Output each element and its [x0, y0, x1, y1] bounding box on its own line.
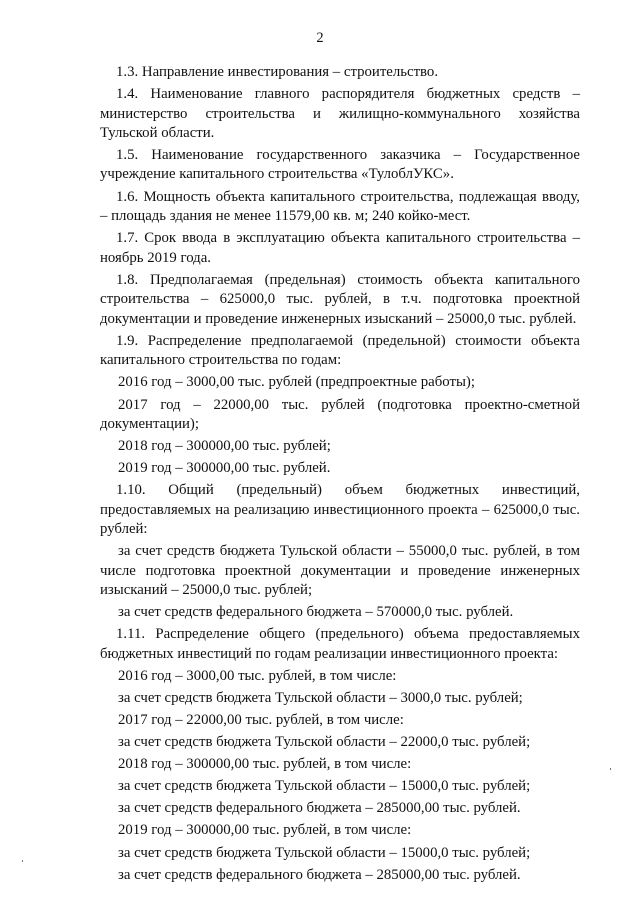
- paragraph-1-9: 1.9. Распределение предполагаемой (предельной) стоимости объекта капитального строительства по годам:: [100, 332, 580, 369]
- paragraph-1-7: 1.7. Срок ввода в эксплуатацию объекта капитального строительства – ноябрь 2019 года.: [100, 230, 580, 266]
- scan-speck: [22, 860, 23, 862]
- investment-2019-federal-line: за счет средств федерального бюджета – 285000,00 тыс. рублей.: [118, 866, 521, 883]
- investment-2016-regional-line: за счет средств бюджета Тульской области – 3000,0 тыс. рублей;: [118, 689, 523, 706]
- federal-budget-line: за счет средств федерального бюджета – 570000,0 тыс. рублей.: [118, 604, 514, 621]
- paragraph-1-3: 1.3. Направление инвестирования – строительство.: [116, 64, 439, 80]
- investment-2019-regional-line: за счет средств бюджета Тульской области – 15000,0 тыс. рублей;: [118, 844, 531, 861]
- investment-2018-line: 2018 год – 300000,00 тыс. рублей, в том числе:: [118, 756, 412, 773]
- cost-2016-line: 2016 год – 3000,00 тыс. рублей (предпроектные работы);: [118, 374, 475, 391]
- investment-2018-federal-line: за счет средств федерального бюджета – 285000,00 тыс. рублей.: [118, 800, 521, 817]
- paragraph-1-4: 1.4. Наименование главного распорядителя бюджетных средств – министерство строительства и жилищно-коммунального хозяйства Тульской области.: [100, 86, 580, 141]
- paragraph-1-6: 1.6. Мощность объекта капитального строительства, подлежащая вводу, – площадь здания не менее 11579,00 кв. м; 240 койко-мест.: [100, 188, 580, 225]
- scan-speck: [610, 768, 611, 770]
- paragraph-1-8: 1.8. Предполагаемая (предельная) стоимость объекта капитального строительства – 625000,0 тыс. рублей, в т.ч. подготовка проектной документации и проведение инженерных изысканий – 25000,0 тыс. рублей.: [100, 271, 580, 327]
- investment-2017-line: 2017 год – 22000,00 тыс. рублей, в том числе:: [118, 711, 404, 728]
- investment-2019-line: 2019 год – 300000,00 тыс. рублей, в том числе:: [118, 822, 412, 839]
- document-body: [100, 63, 580, 888]
- paragraph-1-11: 1.11. Распределение общего (предельного) объема предоставляемых бюджетных инвестиций по годам реализации инвестиционного проекта:: [100, 626, 580, 662]
- cost-2018-line: 2018 год – 300000,00 тыс. рублей;: [118, 438, 331, 455]
- paragraph-1-10: 1.10. Общий (предельный) объем бюджетных инвестиций, предоставляемых на реализацию инвестиционного проекта – 625000,0 тыс. рублей:: [100, 482, 580, 537]
- paragraph-1-5: 1.5. Наименование государственного заказчика – Государственное учреждение капитального строительства «ТулоблУКС».: [100, 147, 580, 183]
- investment-2017-regional-line: за счет средств бюджета Тульской области – 22000,0 тыс. рублей;: [118, 734, 531, 751]
- investment-2016-line: 2016 год – 3000,00 тыс. рублей, в том числе:: [118, 667, 397, 684]
- investment-2018-regional-line: за счет средств бюджета Тульской области – 15000,0 тыс. рублей;: [118, 778, 531, 795]
- cost-2019-line: 2019 год – 300000,00 тыс. рублей.: [118, 460, 331, 477]
- cost-2017-line: 2017 год – 22000,00 тыс. рублей (подготовка проектно-сметной документации);: [100, 396, 580, 432]
- page-number: 2: [316, 30, 324, 46]
- regional-budget-line: за счет средств бюджета Тульской области – 55000,0 тыс. рублей, в том числе подготовка проектной документации и проведение инженерных изысканий – 25000,0 тыс. рублей;: [100, 543, 580, 598]
